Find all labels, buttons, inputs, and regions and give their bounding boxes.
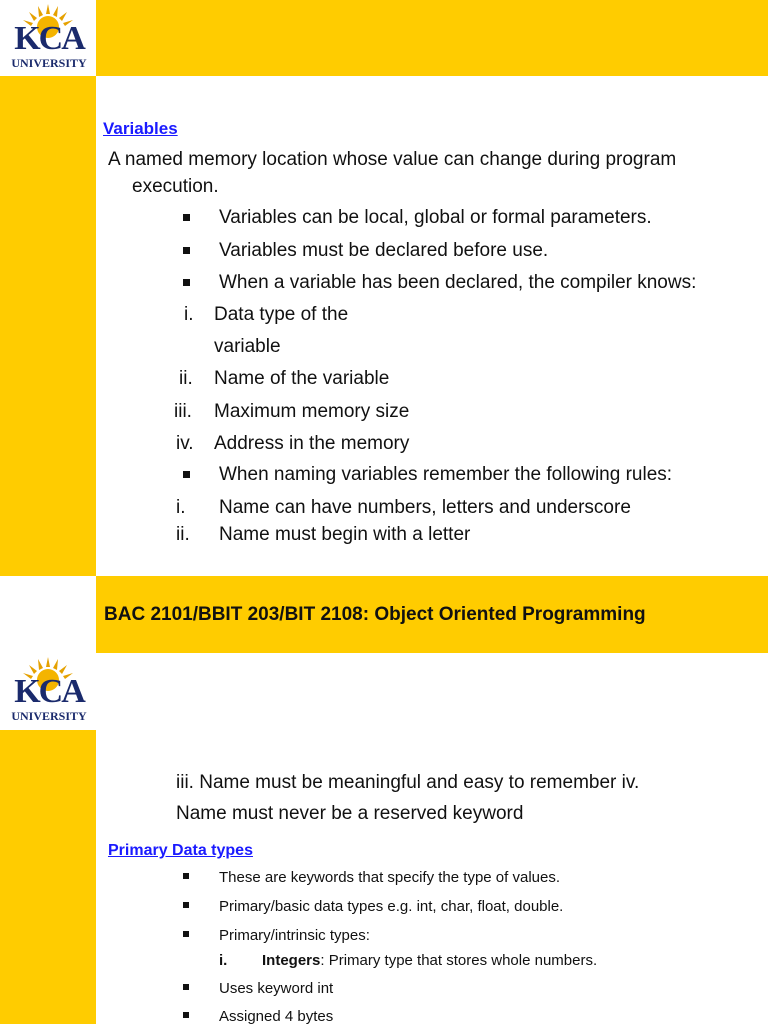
bullet-marker [183,902,189,908]
bullet-item: Primary/intrinsic types: [219,927,370,944]
integers-desc: : Primary type that stores whole numbers. [320,952,598,969]
list-item: Name must begin with a letter [219,524,471,545]
bullet-marker [183,1012,189,1018]
list-number: iv. [176,433,194,454]
logo-wordmark: KCA [14,20,84,57]
bullet-item: These are keywords that specify the type of values. [219,869,561,886]
list-item: Data type of the [214,304,349,325]
bullet-marker [183,873,189,879]
bullet-marker [183,471,190,478]
header-bar [96,0,768,76]
list-item: Name of the variable [214,368,390,389]
bullet-item: Variables must be declared before use. [219,240,549,261]
bullet-marker [183,279,190,286]
bullet-marker [183,984,189,990]
bullet-marker [183,931,189,937]
variables-heading: Variables [103,119,178,138]
rule-text: iii. Name must be meaningful and easy to remember iv. [176,772,640,793]
rule-text: Name must never be a reserved keyword [176,803,524,824]
logo-kca-bottom [0,653,96,730]
left-sidebar-bar [0,730,96,1024]
list-item: Address in the memory [214,433,410,454]
bullet-item: Assigned 4 bytes [219,1008,334,1025]
logo-wordmark: KCA [14,673,84,710]
list-number: i. [184,304,194,325]
list-item: Maximum memory size [214,401,410,422]
primary-data-types-heading: Primary Data types [108,842,253,859]
intro-text: A named memory location whose value can change during program [108,149,677,170]
bullet-marker [183,214,190,221]
bullet-item: Uses keyword int [219,980,334,997]
list-number: i. [176,497,186,518]
list-item: Name can have numbers, letters and underscore [219,497,631,518]
bullet-item: When a variable has been declared, the compiler knows: [219,272,697,293]
left-sidebar-bar [0,76,96,576]
bullet-item: When naming variables remember the following rules: [219,464,673,485]
bullet-marker [183,247,190,254]
list-number: ii. [179,368,193,389]
bullet-item: Primary/basic data types e.g. int, char, float, double. [219,898,564,915]
list-item-cont: variable [214,336,281,357]
integers-term: Integers [262,952,321,969]
logo-subtitle: UNIVERSITY [11,709,87,723]
intro-text-cont: execution. [132,176,219,197]
list-number: i. [219,952,228,969]
list-number: iii. [174,401,192,422]
logo-kca-top [0,0,96,76]
list-number: ii. [176,524,190,545]
logo-subtitle: UNIVERSITY [11,56,87,70]
integers-definition [262,952,597,969]
course-title: BAC 2101/BBIT 203/BIT 2108: Object Oriented Programming [104,604,646,625]
bullet-item: Variables can be local, global or formal parameters. [219,207,652,228]
